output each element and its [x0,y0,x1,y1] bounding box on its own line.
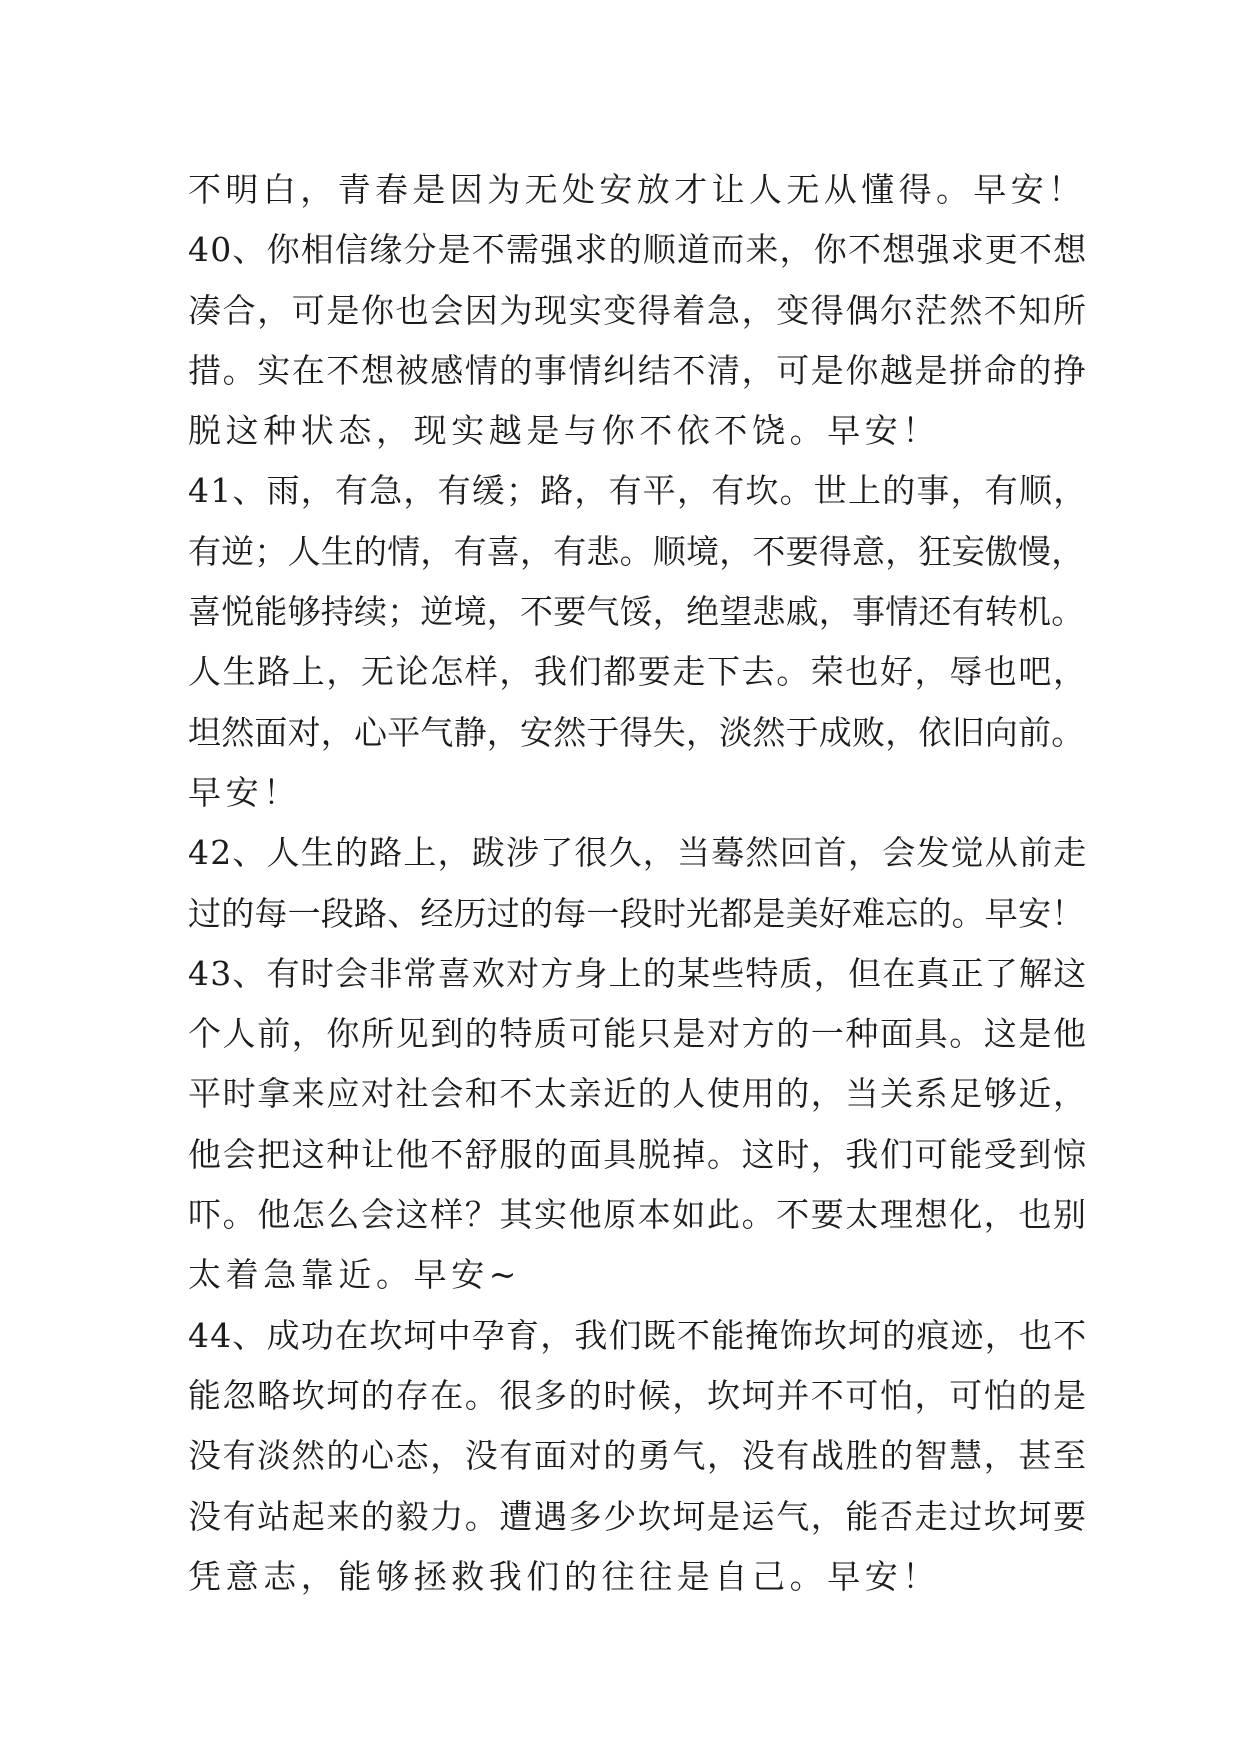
text-line: 凭意志，能够拯救我们的往往是自己。早安！ [188,1556,940,1596]
text-line: 个人前，你所见到的特质可能只是对方的一种面具。这是他 [188,1014,1088,1054]
text-line: 43、有时会非常喜欢对方身上的某些特质，但在真正了解这 [188,953,1088,993]
body-text [188,160,1088,1607]
text-line: 没有淡然的心态，没有面对的勇气，没有战胜的智慧，甚至 [188,1436,1088,1476]
text-line: 过的每一段路、经历过的每一段时光都是美好难忘的。早安！ [188,893,1085,933]
text-line: 喜悦能够持续；逆境，不要气馁，绝望悲戚，事情还有转机。 [188,592,1085,632]
text-line: 平时拿来应对社会和不太亲近的人使用的，当关系足够近， [188,1074,1088,1114]
text-line: 脱这种状态，现实越是与你不依不饶。早安！ [188,411,940,451]
text-line: 凑合，可是你也会因为现实变得着急，变得偶尔茫然不知所 [188,290,1088,330]
text-line: 没有站起来的毅力。遭遇多少坎坷是运气，能否走过坎坷要 [188,1496,1088,1536]
text-line: 早安！ [188,772,301,812]
text-line: 42、人生的路上，跋涉了很久，当蓦然回首，会发觉从前走 [188,833,1088,873]
text-line: 措。实在不想被感情的事情纠结不清，可是你越是拼命的挣 [188,350,1088,390]
text-line: 太着急靠近。早安~ [188,1255,522,1295]
text-line: 坦然面对，心平气静，安然于得失，淡然于成败，依旧向前。 [188,712,1085,752]
text-line: 能忽略坎坷的存在。很多的时候，坎坷并不可怕，可怕的是 [188,1375,1088,1415]
text-line: 44、成功在坎坷中孕育，我们既不能掩饰坎坷的痕迹，也不 [188,1315,1088,1355]
text-line: 吓。他怎么会这样？其实他原本如此。不要太理想化，也别 [188,1195,1088,1235]
text-line: 41、雨，有急，有缓；路，有平，有坎。世上的事，有顺， [188,471,1088,511]
text-line: 人生路上，无论怎样，我们都要走下去。荣也好，辱也吧， [188,652,1088,692]
text-line: 40、你相信缘分是不需强求的顺道而来，你不想强求更不想 [188,230,1088,270]
text-line: 他会把这种让他不舒服的面具脱掉。这时，我们可能受到惊 [188,1134,1088,1174]
text-line: 不明白，青春是因为无处安放才让人无从懂得。早安！ [188,170,1086,209]
text-line: 有逆；人生的情，有喜，有悲。顺境，不要得意，狂妄傲慢， [188,531,1085,571]
